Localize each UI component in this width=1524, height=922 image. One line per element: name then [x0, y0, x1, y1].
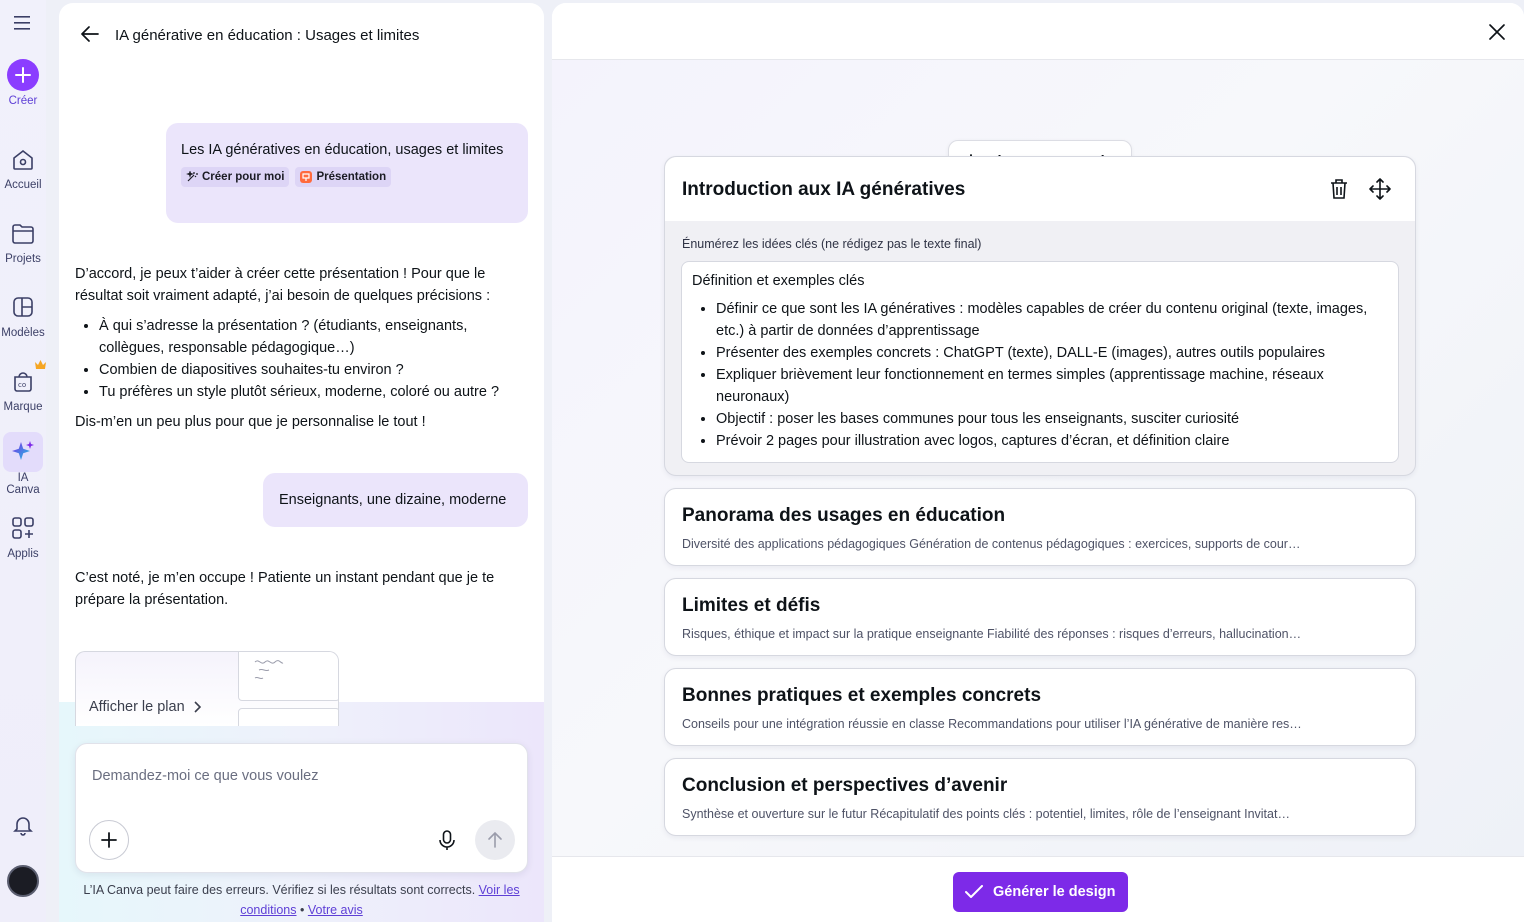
- list-item: • Expliquer brièvement leur fonctionnement en termes simples (apprentissage machine, réseaux neuronaux): [716, 364, 1388, 408]
- plan-thumbnail-2: [238, 708, 339, 726]
- footer-divider: [552, 856, 1524, 857]
- list-item: • Combien de diapositives souhaites-tu environ ?: [99, 359, 525, 381]
- user-message-text: Les IA génératives en éducation, usages et limites: [181, 142, 504, 158]
- rail-label-create: Créer: [8, 95, 38, 107]
- arrow-up-icon: [475, 820, 515, 860]
- section-card[interactable]: [664, 578, 1416, 656]
- section-summary: Diversité des applications pédagogiques Génération de contenus pédagogiques : exercices, supports de cour…: [682, 537, 1301, 551]
- chat-header: [59, 3, 544, 65]
- section-card[interactable]: [664, 488, 1416, 566]
- plus-icon: [89, 820, 129, 860]
- folder-icon: [7, 217, 39, 249]
- content-heading: Définition et exemples clés: [692, 273, 865, 289]
- plus-icon: [7, 59, 39, 91]
- add-attachment-button[interactable]: [89, 820, 129, 860]
- chevron-right-icon: [193, 701, 201, 713]
- left-rail: [0, 0, 46, 922]
- assistant-message-2: [75, 567, 525, 611]
- menu-icon[interactable]: [13, 14, 33, 32]
- section-title[interactable]: Introduction aux IA génératives: [682, 179, 966, 200]
- section-card-expanded[interactable]: [664, 156, 1416, 476]
- section-summary: Conseils pour une intégration réussie en classe Recommandations pour utiliser l’IA générative de manière res…: [682, 717, 1302, 731]
- section-title: Conclusion et perspectives d’avenir: [682, 775, 1008, 796]
- list-item: • Présenter des exemples concrets : ChatGPT (texte), DALL-E (images), autres outils populaires: [716, 342, 1388, 364]
- svg-text:co: co: [18, 381, 27, 389]
- plan-preview-card[interactable]: [75, 651, 339, 726]
- list-item: • Définir ce que sont les IA génératives : modèles capables de créer du contenu original (texte, images, etc.) à partir de données d’apprentissage: [716, 298, 1388, 342]
- tag-create-for-me: Créer pour moi: [181, 167, 289, 187]
- generate-design-button[interactable]: Générer le design: [953, 872, 1128, 912]
- chat-input-box: [75, 743, 528, 873]
- section-summary: Synthèse et ouverture sur le futur Récapitulatif des points clés : potentiel, limites, rôle de l’enseignant Invitat…: [682, 807, 1290, 821]
- rail-label-brand: Marque: [3, 401, 43, 413]
- tag-presentation: Présentation: [295, 167, 391, 187]
- list-item: • Tu préfères un style plutôt sérieux, moderne, coloré ou autre ?: [99, 381, 525, 403]
- user-message-bubble-2: [263, 473, 528, 527]
- avatar[interactable]: [7, 865, 39, 897]
- section-title: Limites et défis: [682, 595, 821, 616]
- assistant-outro: Dis-m’en un peu plus pour que je personnalise le tout !: [75, 414, 426, 430]
- rail-item-home[interactable]: [0, 143, 46, 191]
- user-message-text: Enseignants, une dizaine, moderne: [279, 492, 507, 508]
- list-item: • Prévoir 2 pages pour illustration avec logos, captures d’écran, et définition claire: [716, 430, 1388, 452]
- close-icon[interactable]: [1487, 22, 1507, 42]
- rail-item-projects[interactable]: [0, 217, 46, 265]
- section-title: Panorama des usages en éducation: [682, 505, 1006, 526]
- list-item: • Objectif : poser les bases communes pour tous les enseignants, susciter curiosité: [716, 408, 1388, 430]
- rail-item-templates[interactable]: [0, 291, 46, 339]
- chat-title: IA générative en éducation : Usages et limites: [115, 27, 420, 44]
- brand-icon: [7, 365, 39, 397]
- rail-label-home: Accueil: [4, 179, 42, 191]
- rail-label-templates: Modèles: [1, 327, 45, 339]
- rail-item-apps[interactable]: [0, 512, 46, 560]
- editor-header: [552, 3, 1524, 60]
- bell-icon[interactable]: [11, 813, 35, 837]
- section-content-editor[interactable]: [681, 261, 1399, 463]
- rail-item-create[interactable]: [0, 59, 46, 107]
- assistant-question-list: [99, 315, 525, 403]
- presentation-icon: [300, 171, 312, 183]
- chat-panel: [59, 3, 544, 922]
- section-card[interactable]: [664, 668, 1416, 746]
- microphone-icon[interactable]: [436, 829, 458, 851]
- rail-label-apps: Applis: [7, 548, 39, 560]
- trash-icon[interactable]: [1329, 178, 1349, 200]
- content-bullets: [716, 298, 1388, 452]
- magic-icon: [186, 171, 198, 183]
- assistant-intro: D’accord, je peux t’aider à créer cette présentation ! Pour que le résultat soit vraiment adapté, j’ai besoin de quelques précisions :: [75, 266, 491, 304]
- section-card[interactable]: [664, 758, 1416, 836]
- outline-editor-panel: [552, 3, 1524, 922]
- rail-item-canva-ai[interactable]: [0, 436, 46, 496]
- assistant-message: [75, 263, 525, 433]
- apps-icon: [7, 512, 39, 544]
- show-plan-link[interactable]: Afficher le plan: [89, 699, 201, 715]
- disclaimer: L’IA Canva peut faire des erreurs. Vérifiez si les résultats sont corrects. Voir les conditions • Votre avis: [83, 883, 520, 917]
- back-arrow-icon[interactable]: [81, 26, 99, 42]
- home-icon: [7, 143, 39, 175]
- section-hint: Énumérez les idées clés (ne rédigez pas le texte final): [682, 237, 982, 251]
- check-icon: [965, 885, 983, 899]
- section-header: [665, 157, 1415, 221]
- feedback-link[interactable]: Votre avis: [307, 903, 363, 917]
- section-title: Bonnes pratiques et exemples concrets: [682, 685, 1042, 706]
- rail-label-projects: Projets: [5, 253, 41, 265]
- send-button[interactable]: [475, 820, 515, 860]
- section-summary: Risques, éthique et impact sur la pratique enseignante Fiabilité des réponses : risques d’erreurs, hallucination…: [682, 627, 1302, 641]
- chat-input[interactable]: [92, 764, 512, 788]
- terms-link[interactable]: Voir les conditions: [240, 883, 520, 917]
- list-item: • À qui s’adresse la présentation ? (étudiants, enseignants, collègues, responsable pédagogique…): [99, 315, 525, 359]
- templates-icon: [7, 291, 39, 323]
- move-icon[interactable]: [1369, 178, 1391, 200]
- sparkle-icon: [7, 436, 39, 468]
- rail-label-canva-ai: IA Canva: [6, 472, 40, 496]
- assistant-text: C’est noté, je m’en occupe ! Patiente un instant pendant que je te prépare la présentation.: [75, 570, 495, 608]
- plan-thumbnail: [238, 651, 339, 701]
- rail-item-brand[interactable]: [0, 365, 46, 413]
- user-message-bubble: [166, 123, 528, 223]
